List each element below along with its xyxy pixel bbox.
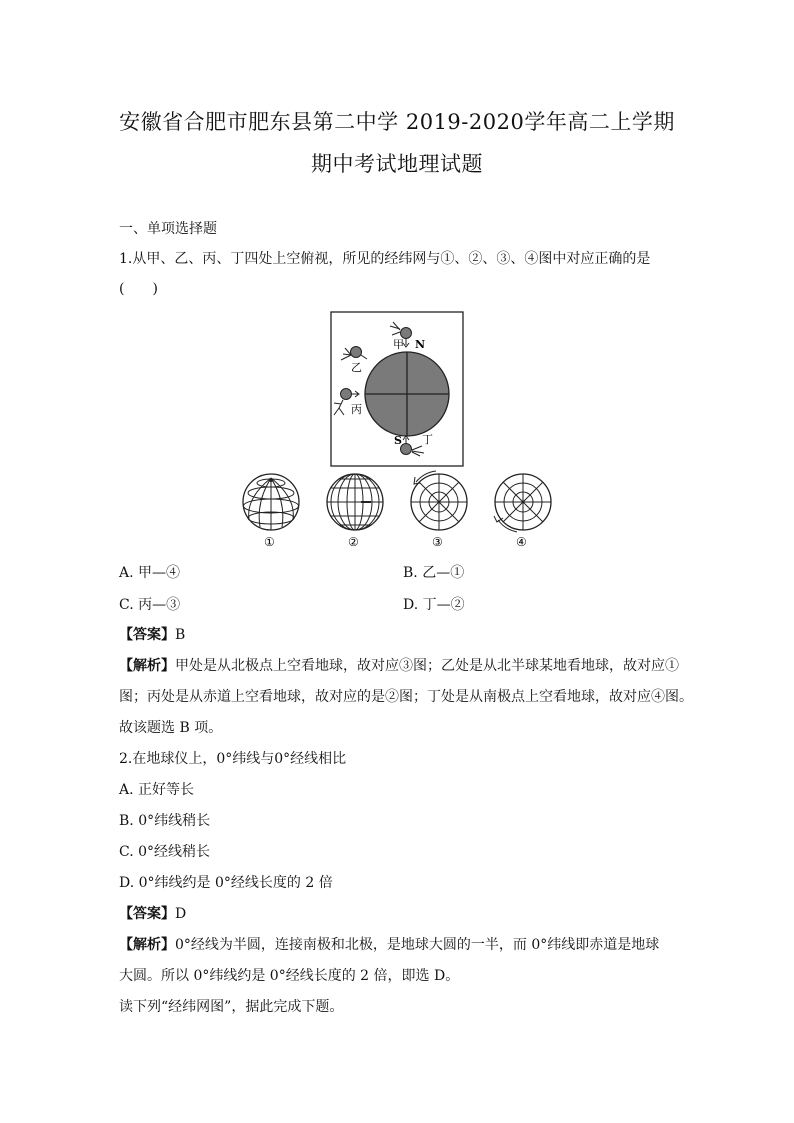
label-jia: 甲: [393, 338, 404, 351]
lead-in-text: 读下列“经纬网图”，据此完成下题。: [119, 999, 344, 1015]
graticule-globe-3: [411, 471, 467, 530]
q1-analysis-line-3: 故该题选 B 项。: [119, 720, 223, 736]
label-bing: 丙: [351, 403, 362, 416]
globe-2-label: ②: [348, 535, 359, 549]
document-title-line-2: 期中考试地理试题: [311, 152, 483, 176]
q2-option-b: B. 0°纬线稍长: [119, 813, 211, 829]
q2-option-a: A. 正好等长: [119, 782, 195, 798]
q2-analysis-text-1: 0°经线为半圆，连接南极和北极，是地球大圆的一半，而 0°纬线即赤道是地球: [175, 937, 660, 953]
q2-stem: 2.在地球仪上，0°纬线与0°经线相比: [119, 751, 347, 767]
q1-option-b: B. 乙—①: [403, 565, 465, 581]
q1-answer-tag: 【答案】: [119, 627, 175, 643]
q2-answer-value: D: [175, 906, 187, 922]
graticule-globe-4: [494, 474, 551, 532]
globe-4-label: ④: [516, 535, 527, 549]
section-heading: 一、单项选择题: [119, 221, 217, 237]
q2-analysis-line-1: [119, 934, 659, 954]
document-title-line-1: 安徽省合肥市肥东县第二中学 2019-2020学年高二上学期: [119, 110, 675, 134]
globe-3-label: ③: [432, 535, 443, 549]
earth-observer-diagram: [331, 312, 463, 466]
q1-analysis-line-2: 图；丙处是从赤道上空看地球，故对应的是②图；丁处是从南极点上空看地球，故对应④图。: [119, 689, 693, 705]
q2-analysis-line-2: 大圆。所以 0°纬线约是 0°经线长度的 2 倍，即选 D。: [119, 968, 460, 984]
q1-analysis-tag: 【解析】: [119, 658, 175, 674]
label-yi: 乙: [351, 361, 362, 374]
q1-stem-line-1: 1.从甲、乙、丙、丁四处上空俯视，所见的经纬网与①、②、③、④图中对应正确的是: [119, 251, 651, 267]
q2-option-c: C. 0°经线稍长: [119, 844, 211, 860]
globe-1-label: ①: [264, 535, 275, 549]
q1-answer: [119, 624, 185, 644]
graticule-globe-2: [327, 474, 383, 530]
q1-answer-value: B: [175, 627, 186, 643]
q2-answer-tag: 【答案】: [119, 906, 175, 922]
q1-option-a: A. 甲—④: [119, 565, 181, 581]
q2-option-d: D. 0°纬线约是 0°经线长度的 2 倍: [119, 875, 333, 891]
label-south: S: [394, 434, 402, 447]
q1-option-c: C. 丙—③: [119, 597, 181, 613]
q1-stem-line-2: ( ): [119, 281, 158, 297]
q1-option-d: D. 丁—②: [403, 597, 465, 613]
q2-answer: [119, 903, 186, 923]
label-ding: 丁: [422, 433, 433, 446]
q1-figure: [230, 308, 560, 554]
q1-analysis-line-1: [119, 655, 679, 675]
q2-analysis-tag: 【解析】: [119, 937, 175, 953]
q1-analysis-text-1: 甲处是从北极点上空看地球，故对应③图；乙处是从北半球某地看地球，故对应①: [175, 658, 679, 674]
graticule-globe-1: [243, 474, 299, 530]
label-north: N: [415, 338, 426, 351]
